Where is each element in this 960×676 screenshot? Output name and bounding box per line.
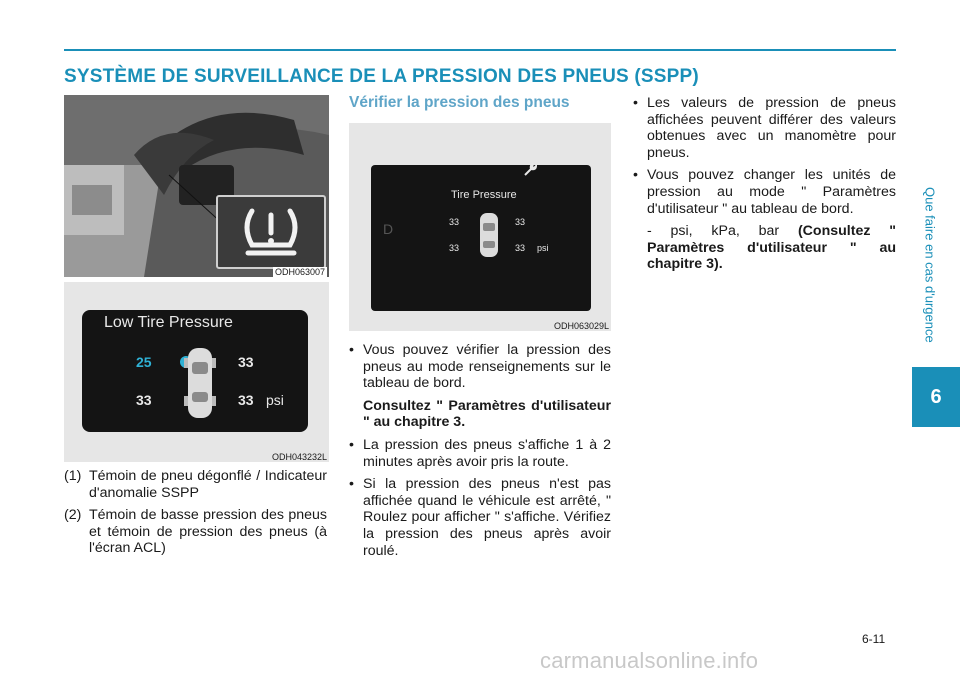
car-top-view-icon <box>180 344 220 422</box>
lcd-screen <box>82 310 308 432</box>
chapter-number: 6 <box>930 385 942 408</box>
list-item: • Vous pouvez changer les unités de pression au mode " Paramètres d'utilisateur " au tableau de bord. <box>633 167 896 217</box>
list-item: • Si la pression des pneus n'est pas affichée quand le véhicule est arrêté, " Roulez pour afficher " s'affiche. Vérifiez la pression des pneus après avoir roulé. <box>349 476 611 559</box>
units-sub-item: - psi, kPa, bar (Consultez " Paramètres d'utilisateur " au chapitre 3). <box>647 223 896 273</box>
wrench-icon <box>523 163 537 177</box>
middle-column-heading-block <box>349 95 611 112</box>
watermark: carmanualsonline.info <box>540 648 759 673</box>
list-item: (2) Témoin de basse pression des pneus et témoin de pression des pneus (à l'écran ACL) <box>64 507 327 557</box>
tire-value-front-right: 33 <box>238 354 254 370</box>
tpms-telltale <box>216 195 326 269</box>
chapter-side-label <box>900 160 960 370</box>
pressure-unit: psi <box>537 243 549 253</box>
gear-indicator: D <box>383 221 394 237</box>
tire-value-rear-right: 33 <box>238 392 254 408</box>
header-rule <box>64 49 896 51</box>
list-item: (1) Témoin de pneu dégonflé / Indicateur d'anomalie SSPP <box>64 468 327 501</box>
section-heading: Vérifier la pression des pneus <box>349 94 570 111</box>
tire-value-front-left: 25 <box>136 354 152 370</box>
tire-value-rear-left: 33 <box>136 392 152 408</box>
tire-pressure-figure <box>349 123 611 331</box>
figure-code: ODH063029L <box>553 321 609 331</box>
chapter-tab[interactable] <box>912 367 960 427</box>
right-column <box>633 95 896 273</box>
low-tire-pressure-figure <box>64 282 329 462</box>
list-item: • Les valeurs de pression de pneus affichées peuvent différer des valeurs obtenues avec un manomètre pour pneus. <box>633 95 896 161</box>
middle-column <box>349 342 611 565</box>
pressure-unit: psi <box>266 392 284 408</box>
dashboard-figure <box>64 95 329 277</box>
figure-code: ODH063007 <box>274 267 325 277</box>
lcd-title: Tire Pressure <box>451 189 517 201</box>
car-top-view-icon <box>475 211 503 259</box>
low-tire-pressure-icon <box>218 197 324 267</box>
tire-value-rear-right: 33 <box>515 243 526 253</box>
figure-code: ODH043232L <box>271 452 327 462</box>
lcd-title: Low Tire Pressure <box>104 314 233 331</box>
page-title: SYSTÈME DE SURVEILLANCE DE LA PRESSION DES PNEUS (SSPP) <box>64 66 699 87</box>
tire-value-front-right: 33 <box>515 217 526 227</box>
cross-reference-note: Consultez " Paramètres d'utilisateur " au chapitre 3. <box>363 397 611 431</box>
left-column <box>64 468 327 563</box>
lcd-screen <box>371 165 591 311</box>
list-item: • Vous pouvez vérifier la pression des pneus au mode renseignements sur le tableau de bord. <box>349 342 611 392</box>
page-number: 6-11 <box>862 632 886 646</box>
section-label: Que faire en cas d'urgence <box>922 187 938 343</box>
list-item: • La pression des pneus s'affiche 1 à 2 minutes après avoir pris la route. <box>349 436 611 470</box>
tire-value-front-left: 33 <box>449 217 460 227</box>
tire-value-rear-left: 33 <box>449 243 460 253</box>
